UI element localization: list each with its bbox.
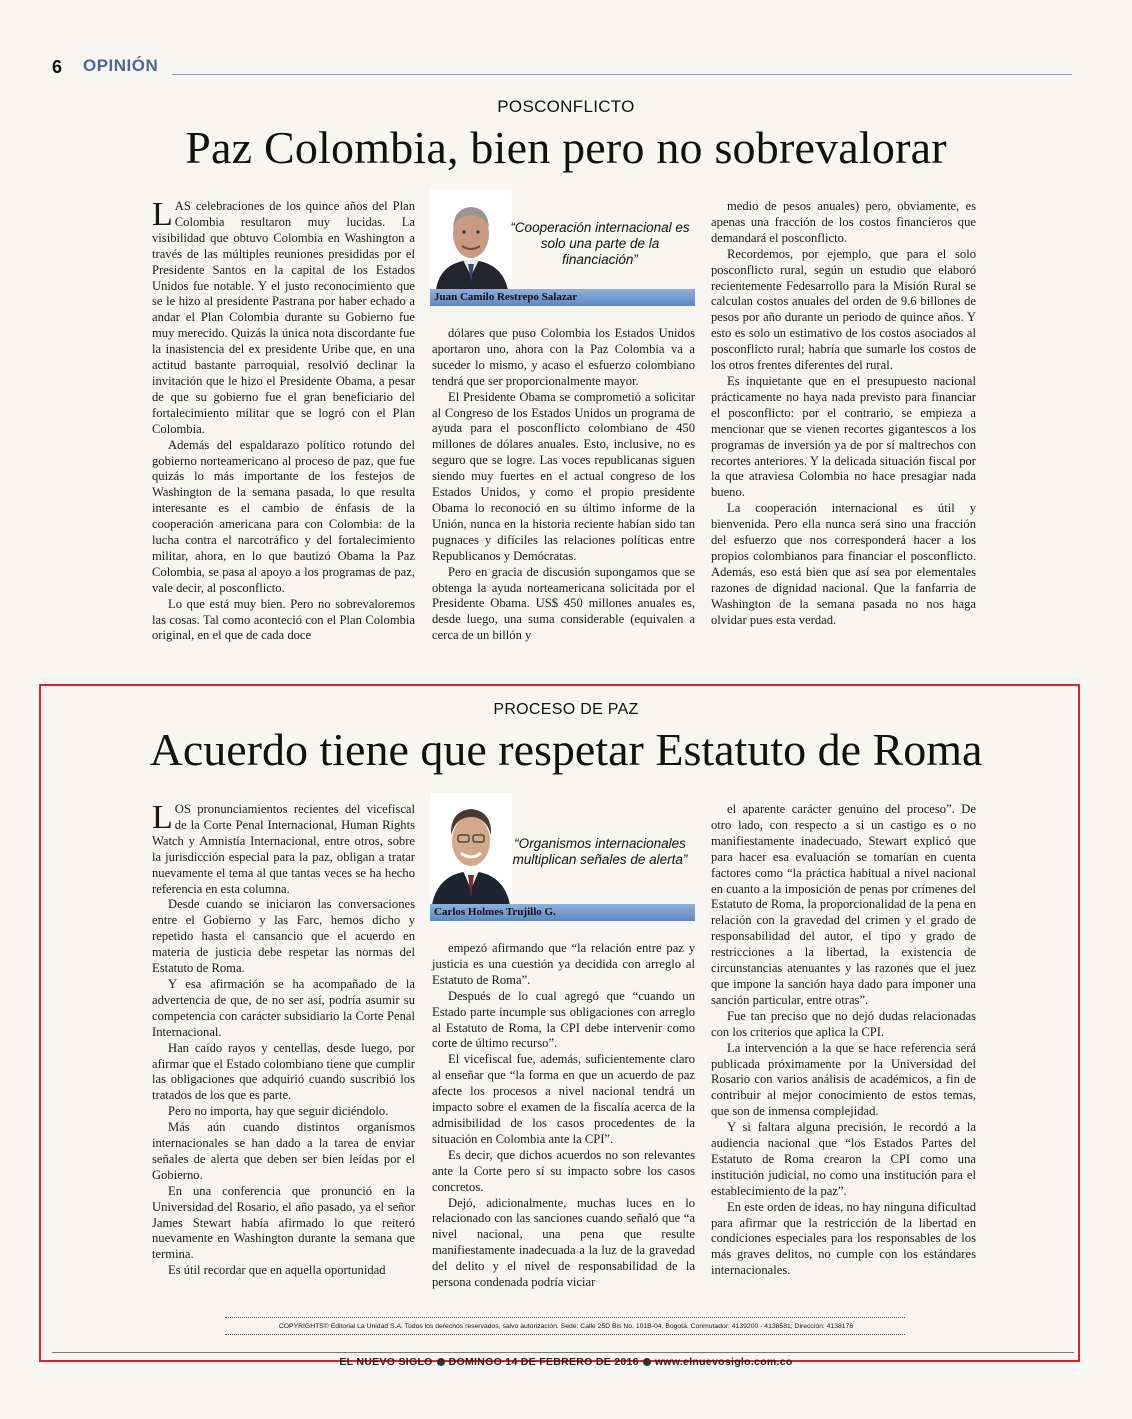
paragraph: el aparente carácter genuino del proceso”. De otro lado, con respecto a si un castigo es o no manifiestamente inadecuado, Stewart explicó que para hacer esa evaluación se tomarían en cuenta factores como “la práctica habitual a nivel nacional en cuanto a la imposición de penas por crímenes del Estatuto de Roma, la proporcionalidad de la pena en relación con la gravedad del crimen y el grado de responsabilidad del autor, el tipo y grado de restricciones a la libertad, la existencia de circunstancias atenuantes y las razones que el juez que impone la sanción haya dado para imponer una sanción particular, entre otras”. xyxy=(711,802,976,1007)
article2-kicker: PROCESO DE PAZ xyxy=(493,701,639,718)
paragraph: LAS celebraciones de los quince años del Plan Colombia resultaron muy lucidas. La visibilidad que obtuvo Colombia en Washington a través de las múltiples reuniones presididas por el Presidente Santos en la capital de los Estados Unidos fue notable. Y el justo reconocimiento que se le hizo al presidente Pastrana por haber echado a andar el Plan Colombia durante su Gobierno fue muy merecido. Quizás la única nota discordante fue la inasistencia del ex presidente Uribe que, en una actitud bastante parroquial, resolvió declinar la invitación que le hizo el Presidente Obama, a pesar de que su gobierno fue el gran beneficiario del fortalecimiento militar que se logró con el Plan Colombia. xyxy=(152,196,415,436)
paragraph: Lo que está muy bien. Pero no sobrevaloremos las cosas. Tal como aconteció con el Plan Colombia original, en el que de cada doce xyxy=(152,596,415,643)
paragraph: El Presidente Obama se comprometió a solicitar al Congreso de los Estados Unidos un programa de ayuda para el posconflicto colombiano de 450 millones de dólares anuales. Esto, inclusive, no es seguro que se logre. Las voces republicanas siguen siendo muy fuertes en el actual congreso de los Estados Unidos, y como el propio presidente Obama lo reconoció en su último informe de la Unión, nunca en la historia reciente habían sido tan pugnaces y difíciles las relaciones políticas entre Republicanos y Demócratas. xyxy=(432,389,695,563)
author-portrait-icon xyxy=(430,793,512,905)
bullet-icon xyxy=(437,1358,445,1366)
paragraph: Dejó, adicionalmente, muchas luces en lo relacionado con las sanciones cuando señaló que “a nivel nacional, una pena que resulte manifiestamente inadecuada a la luz de la gravedad del delito y el nivel de responsabilidad de la persona condenada podría viciar xyxy=(432,1195,695,1290)
article2-author-caption: Carlos Holmes Trujillo G. xyxy=(430,904,695,921)
paragraph: Pero en gracia de discusión supongamos que se obtenga la ayuda norteamericana solicitada por el Presidente Obama. US$ 450 millones anuales es, desde luego, una suma considerable (equivalen a cerca de un billón y xyxy=(432,564,695,643)
article1-headline: Paz Colombia, bien pero no sobrevalorar xyxy=(185,122,947,173)
paragraph: Es decir, que dichos acuerdos no son relevantes ante la Corte pero sí su impacto sobre los casos concretos. xyxy=(432,1147,695,1194)
page-number: 6 xyxy=(52,57,63,77)
paragraph: Más aún cuando distintos organismos internacionales se han dado a la tarea de enviar señales de alerta que deben ser bien leídas por el Gobierno. xyxy=(152,1120,415,1182)
paragraph: Después de lo cual agregó que “cuando un Estado parte incumple sus obligaciones con arreglo al Estatuto de Roma, la CPI debe intervenir como corte de último recurso”. xyxy=(432,988,695,1051)
article2-column-3 xyxy=(711,802,976,1279)
paragraph: empezó afirmando que “la relación entre paz y justicia es una cuestión ya decidida con arreglo al Estatuto de Roma”. xyxy=(432,941,695,987)
article1-pull-quote: “Cooperación internacional es solo una parte de la financiación” xyxy=(510,220,690,267)
paragraph: medio de pesos anuales) pero, obviamente, es apenas una fracción de los costos financieros que demandará el posconflicto. xyxy=(711,199,976,245)
paragraph: Fue tan preciso que no dejó dudas relacionadas con los criterios que aplica la CPI. xyxy=(711,1008,976,1039)
footer-url[interactable]: www.elnuevosiglo.com.co xyxy=(654,1356,793,1368)
paragraph: La intervención a la que se hace referencia será publicada próximamente por la Universidad del Rosario con varios análisis de académicos, a fin de contribuir al mejor conocimiento de estos temas, que son de inmensa complejidad. xyxy=(711,1040,976,1119)
article1-column-3 xyxy=(711,199,976,628)
paragraph: Han caído rayos y centellas, desde luego, por afirmar que el Estado colombiano tiene que cumplir las obligaciones que adquirió cuando suscribió los tratados de los que es parte. xyxy=(152,1040,415,1103)
section-name: OPINIÓN xyxy=(83,56,159,75)
footer-paper-name: EL NUEVO SIGLO xyxy=(339,1356,433,1368)
paragraph: Recordemos, por ejemplo, que para el solo posconflicto rural, según un estudio que elaboró recientemente Fedesarrollo para la Misión Rural se calculan costos anuales del orden de 9.6 billones de pesos por año durante un periodo de quince años. Y esto es solo un estimativo de los costos asociados al posconflicto rural; habría que sumarle los costos de los otros frentes diferentes del rural. xyxy=(711,246,976,373)
page-header xyxy=(52,55,1072,77)
paragraph: Desde cuando se iniciaron las conversaciones entre el Gobierno y las Farc, hemos dicho y repetido hasta el cansancio que el acuerdo en materia de justicia debe respetar las normas del Estatuto de Roma. xyxy=(152,897,415,976)
copyright-divider-bottom xyxy=(225,1334,905,1335)
paragraph: Y si faltara alguna precisión, le recordó a la audiencia nacional que “los Estados Partes del Estatuto de Roma crearon la CPI como una institución judicial, no como una institución para el establecimiento de la paz”. xyxy=(711,1120,976,1198)
paragraph: LOS pronunciamientos recientes del vicefiscal de la Corte Penal Internacional, Human Rights Watch y Amnistía Internacional, entre otros, sobre la jurisdicción especial para la paz, obligan a tratar nuevamente el tema al que tantas veces se ha hecho referencia en esta columna. xyxy=(152,799,415,896)
paragraph: Además del espaldarazo político rotundo del gobierno norteamericano al proceso de paz, que fue quizás lo más importante de los festejos de Washington de la semana pasada, lo que resulta interesante es el cambio de énfasis de la cooperación americana para con Colombia: de la lucha contra el narcotráfico y del fortalecimiento militar, ahora, en lo que bautizó Obama la Paz Colombia, se pasa al apoyo a los programas de paz, vale decir, al posconflicto. xyxy=(152,437,415,595)
footer-date: DOMINGO 14 DE FEBRERO DE 2016 xyxy=(448,1356,639,1368)
paragraph: El vicefiscal fue, además, suficientemente claro al enseñar que “la forma en que un acuerdo de paz afecte los procesos a nivel nacional tendrá un impacto sobre el examen de la fiscalía acerca de la admisibilidad de los casos procedentes de la situación en Colombia ante la CPI”. xyxy=(432,1052,695,1146)
article2-headline: Acuerdo tiene que respetar Estatuto de Roma xyxy=(149,724,983,775)
paragraph: Y esa afirmación se ha acompañado de la advertencia de que, de no ser así, podría asumir su competencia con carácter subsidiario la Corte Penal Internacional. xyxy=(152,976,415,1039)
paragraph: Pero no importa, hay que seguir diciéndolo. xyxy=(168,1104,389,1119)
article1-author-photo xyxy=(430,190,512,290)
article2-column-1 xyxy=(152,799,415,1279)
article2-pull-quote: “Organismos internacionales multiplican señales de alerta” xyxy=(512,836,688,867)
header-rule xyxy=(172,74,1072,75)
copyright-divider xyxy=(225,1317,905,1318)
paragraph: Es útil recordar que en aquella oportunidad xyxy=(168,1263,386,1278)
paragraph: Es inquietante que en el presupuesto nacional prácticamente no haya nada previsto para financiar el posconflicto: por el contrario, se empieza a mencionar que se vienen recortes gigantescos a los programas de inversión ya de por sí maltrechos con recortes anteriores. Y la delicada situación fiscal por la que atraviesa Colombia no hace presagiar nada bueno. xyxy=(711,373,976,500)
article2-column-2 xyxy=(432,941,695,1291)
copyright-notice: COPYRIGHTS© Editorial La Unidad S.A. Todos los derechos reservados, salvo autorización. Sede: Calle 25D Bis No. 101B-04, Bogotá. Conmutador: 4139200 - 4138581; Dirección: 4138176 xyxy=(278,1323,854,1330)
bullet-icon xyxy=(643,1358,651,1366)
drop-cap: L xyxy=(152,196,173,233)
drop-cap: L xyxy=(152,799,173,836)
footer-rule xyxy=(52,1352,1074,1353)
paragraph: La cooperación internacional es útil y bienvenida. Pero ella nunca será sino una fracción del esfuerzo que nos corresponderá hacer a los propios colombianos para financiar el posconflicto. Además, eso está bien que así sea por elementales razones de dignidad nacional. Que la fanfarria de Washington de la semana pasada no nos haga olvidar pues esta verdad. xyxy=(711,501,976,627)
article1-column-2 xyxy=(432,326,695,644)
article1-kicker: POSCONFLICTO xyxy=(497,97,635,116)
author-portrait-icon xyxy=(430,190,512,290)
article1-author-caption: Juan Camilo Restrepo Salazar xyxy=(430,289,695,306)
page-footer xyxy=(0,1356,1132,1368)
article2-author-photo xyxy=(430,793,512,905)
paragraph: En una conferencia que pronunció en la Universidad del Rosario, el año pasado, ya el señor James Stewart había afirmado lo que reiteró nuevamente en Washington durante la semana que termina. xyxy=(152,1183,415,1262)
paragraph: dólares que puso Colombia los Estados Unidos aportaron uno, ahora con la Paz Colombia va a suceder lo mismo, y acaso el esfuerzo colombiano tendrá que ser proporcionalmente mayor. xyxy=(432,326,695,388)
article1-column-1 xyxy=(152,196,415,644)
paragraph: En este orden de ideas, no hay ninguna dificultad para afirmar que la restricción de la libertad en condiciones especiales para los responsables de los más graves delitos, no cumple con los estándares internacionales. xyxy=(711,1199,976,1278)
